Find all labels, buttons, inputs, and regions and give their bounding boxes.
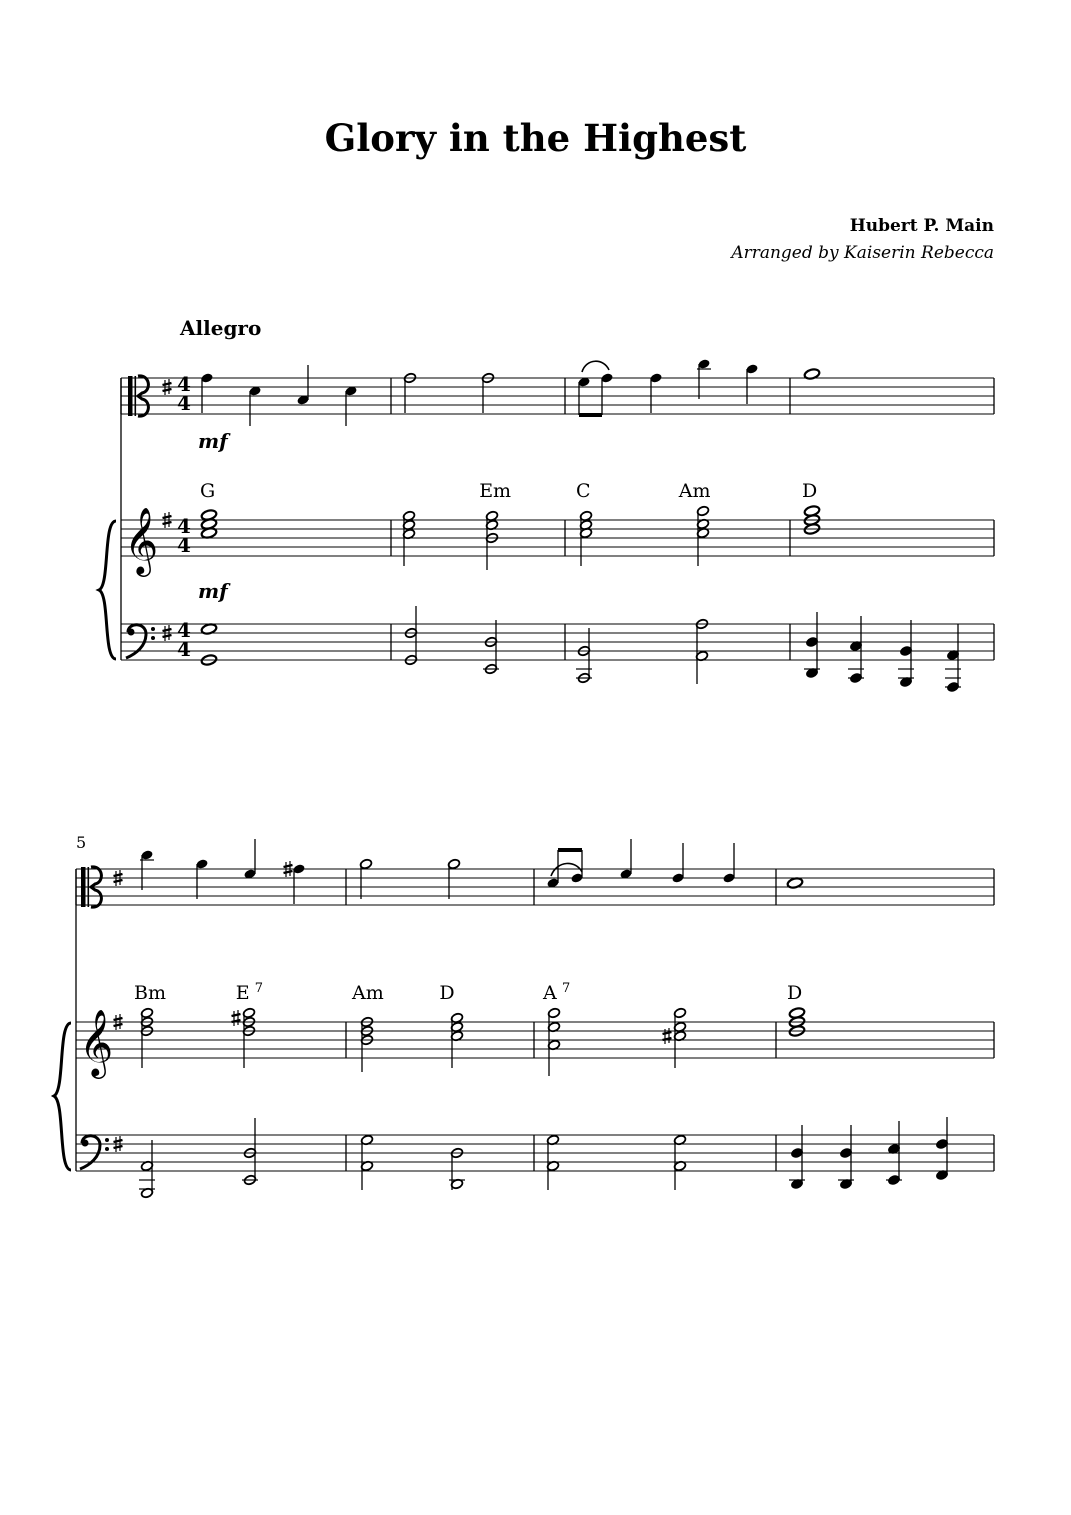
- chord-symbol: G: [200, 480, 216, 502]
- treble-chords-2: [140, 1007, 805, 1076]
- time-signature-top: 4: [177, 372, 191, 396]
- bass-notes: [201, 606, 961, 693]
- piano-treble-staff-1: [121, 505, 994, 603]
- chord-symbol: D: [787, 982, 803, 1004]
- chord-symbol: D: [439, 982, 455, 1004]
- system-1: [99, 358, 994, 692]
- piano-bass-staff-1: [121, 606, 994, 693]
- treble-clef-icon: 𝄞: [79, 1008, 114, 1076]
- piano-brace-icon: [54, 1023, 71, 1170]
- arranger-credit: Arranged by Kaiserin Rebecca: [731, 243, 994, 263]
- chord-symbols-2: [134, 981, 802, 1004]
- bass-notes-2: [139, 1117, 949, 1199]
- tempo-marking: Allegro: [180, 316, 262, 340]
- chord-symbols-1: [200, 480, 817, 502]
- treble-clef-icon: 𝄞: [124, 506, 159, 574]
- chord-symbol: A: [543, 982, 557, 1004]
- slur: [582, 361, 609, 372]
- system-2: [54, 833, 994, 1199]
- svg-text:4: 4: [177, 533, 191, 557]
- svg-text:4: 4: [177, 514, 191, 538]
- chord-symbol: Am: [678, 480, 711, 502]
- time-signature-bottom: 4: [177, 391, 191, 415]
- chord-symbol: D: [802, 480, 818, 502]
- composer-name: Hubert P. Main: [849, 216, 994, 236]
- staff-lines: [121, 378, 994, 414]
- chord-superscript: 7: [562, 981, 571, 996]
- piano-brace-icon: [99, 521, 116, 659]
- chord-symbol: Bm: [134, 982, 166, 1004]
- score-title: Glory in the Highest: [324, 116, 747, 160]
- svg-text:4: 4: [177, 618, 191, 642]
- piano-bass-staff-2: [76, 1117, 994, 1199]
- chord-symbol: C: [576, 480, 591, 502]
- viola-staff-1: [121, 358, 994, 453]
- dynamic-mf: mf: [198, 579, 228, 603]
- piano-treble-staff-2: [76, 1007, 994, 1079]
- svg-text:4: 4: [177, 637, 191, 661]
- dynamic-mf: mf: [198, 429, 228, 453]
- viola-staff-2: [76, 839, 994, 907]
- chord-symbol: E: [235, 982, 250, 1004]
- bass-clef-icon: [126, 625, 155, 658]
- chord-symbol: Am: [352, 982, 384, 1004]
- chord-symbol: Em: [479, 480, 512, 502]
- chord-superscript: 7: [254, 981, 264, 996]
- viola-notes-m5-m8: [140, 839, 803, 904]
- measure-number: 5: [76, 833, 87, 852]
- bass-clef-icon: [80, 1136, 109, 1169]
